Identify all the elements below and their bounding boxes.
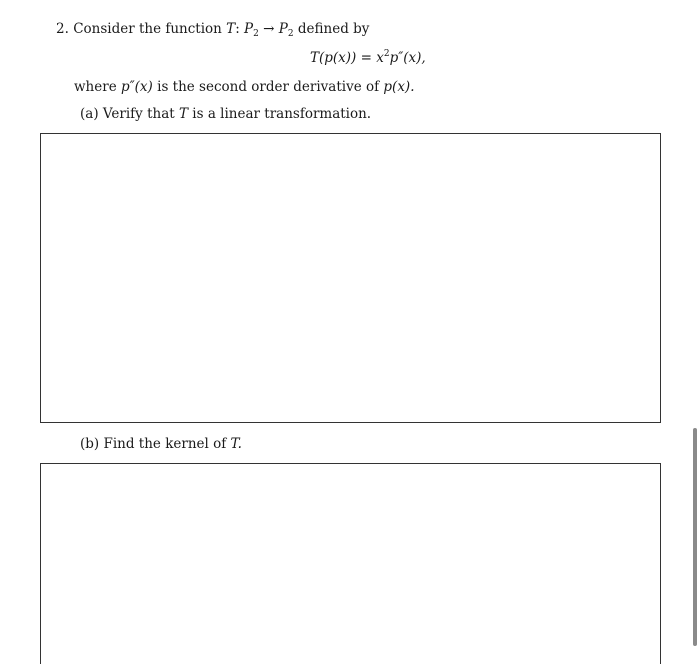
equation-rhs-exp: 2: [383, 49, 390, 59]
arrow: →: [263, 21, 275, 37]
equation-rhs-x: x: [376, 50, 384, 66]
equation: [310, 49, 426, 67]
part-a-text-prefix: Verify that: [102, 106, 175, 122]
scrollbar-thumb[interactable]: [693, 428, 697, 646]
part-a-label: (a): [80, 106, 99, 122]
part-b-var: T.: [230, 436, 242, 452]
equation-rhs-rest: p″(x),: [389, 50, 426, 66]
where-middle: is the second order derivative of: [157, 79, 380, 95]
where-expr2: p(x).: [383, 79, 415, 95]
codomain-space: P: [278, 21, 288, 37]
equation-equals: =: [360, 50, 372, 66]
domain-space: P: [244, 21, 254, 37]
intro-suffix: defined by: [297, 21, 370, 37]
func-name: T: [226, 21, 236, 37]
equation-lhs: T(p(x)): [310, 50, 357, 66]
answer-box-a[interactable]: [40, 133, 661, 423]
intro-prefix: Consider the function: [73, 21, 222, 37]
colon: :: [235, 21, 240, 37]
domain-sub: 2: [253, 29, 259, 39]
part-b-prompt: [80, 435, 242, 453]
part-b-text-prefix: Find the kernel of: [103, 436, 227, 452]
problem-statement: [56, 20, 369, 38]
answer-box-b[interactable]: [40, 463, 661, 664]
part-a-text-suffix: is a linear transformation.: [192, 106, 372, 122]
where-line: [74, 78, 415, 96]
where-prefix: where: [74, 79, 117, 95]
part-a-var: T: [178, 106, 188, 122]
codomain-sub: 2: [287, 29, 294, 39]
part-b-label: (b): [80, 436, 100, 452]
part-a-prompt: [80, 105, 371, 123]
problem-number: 2.: [56, 21, 69, 37]
where-expr: p″(x): [120, 79, 153, 95]
